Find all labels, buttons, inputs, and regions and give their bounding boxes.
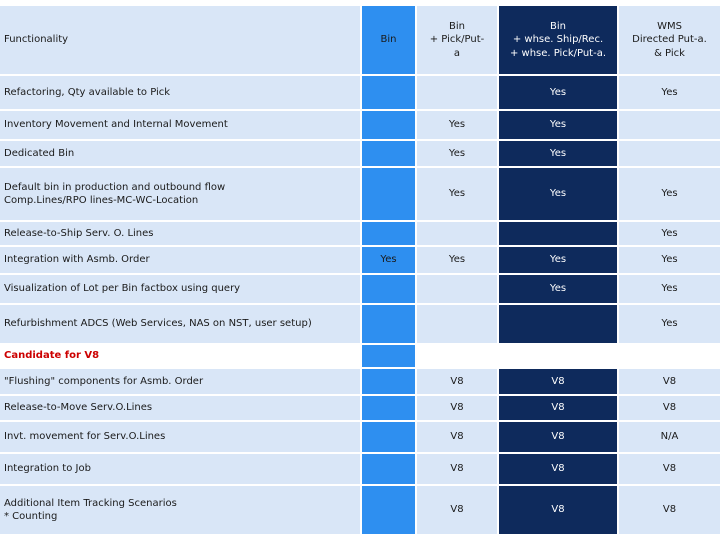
cell-value: V8 (450, 431, 464, 443)
cell-whse (499, 369, 617, 394)
cell-bin (362, 396, 415, 420)
header-label: Bin (380, 34, 397, 46)
cell-bin (362, 486, 415, 534)
header-bin (362, 6, 415, 74)
text-line: Invt. movement for Serv.O.Lines (4, 431, 166, 443)
cell-value: Yes (549, 283, 567, 295)
cell-value: Yes (661, 188, 678, 200)
cell-wms (619, 305, 720, 343)
cell-value: V8 (551, 431, 565, 443)
cell-pick (417, 76, 497, 109)
cell-wms (619, 369, 720, 394)
cell-wms (619, 454, 720, 484)
cell-value: Yes (448, 254, 466, 266)
header-label: Functionality (4, 34, 69, 46)
cell-value: V8 (450, 402, 464, 414)
cell-whse (499, 275, 617, 303)
text-line: & Pick (654, 47, 685, 59)
cell-value: Yes (661, 318, 678, 330)
cell-whse (499, 247, 617, 273)
cell-bin (362, 422, 415, 452)
text-line: Release-to-Ship Serv. O. Lines (4, 227, 154, 239)
cell-value: V8 (662, 375, 677, 387)
header-label (0, 6, 360, 74)
cell-bin (362, 369, 415, 394)
cell-wms (619, 222, 720, 245)
cell-wms (619, 275, 720, 303)
row-label (0, 247, 360, 273)
cell-pick (417, 141, 497, 166)
cell-value: Yes (549, 86, 567, 98)
row-label (0, 76, 360, 109)
text-line: Dedicated Bin (4, 147, 75, 159)
cell-value: Yes (549, 188, 567, 200)
row-label (0, 141, 360, 166)
candidate-label: Candidate for V8 (4, 350, 100, 362)
cell-value: Yes (661, 254, 678, 266)
cell-value: V8 (551, 402, 565, 414)
cell-bin (362, 454, 415, 484)
row-label (0, 422, 360, 452)
cell-bin (362, 222, 415, 245)
cell-value: Yes (549, 254, 567, 266)
cell-whse (499, 396, 617, 420)
cell-whse (499, 422, 617, 452)
text-line: * Counting (4, 511, 58, 522)
cell-whse (499, 76, 617, 109)
cell-value: V8 (450, 375, 464, 387)
cell-wms (619, 422, 720, 452)
cell-bin (362, 141, 415, 166)
cell-wms (619, 141, 720, 166)
cell-pick (417, 275, 497, 303)
text-line: Default bin in production and outbound flow (4, 181, 226, 193)
text-line: WMS (657, 20, 682, 32)
text-line: + whse. Ship/Rec. (512, 34, 604, 46)
header-wms (619, 6, 720, 74)
cell-value: V8 (662, 463, 677, 475)
row-label (0, 168, 360, 220)
text-line: Refactoring, Qty available to Pick (4, 86, 171, 98)
cell-value: Yes (661, 283, 678, 295)
cell-bin (362, 345, 415, 367)
cell-whse (499, 486, 617, 534)
cell-value: Yes (448, 188, 466, 200)
row-label (0, 486, 360, 534)
cell-wms (619, 396, 720, 420)
cell-value: V8 (662, 504, 677, 516)
cell-value: N/A (660, 431, 679, 443)
cell-whse (499, 222, 617, 245)
cell-pick (417, 111, 497, 139)
cell-value: Yes (661, 227, 678, 239)
cell-bin (362, 76, 415, 109)
cell-value: Yes (448, 119, 466, 131)
cell-pick (417, 396, 497, 420)
cell-pick (417, 369, 497, 394)
row-label (0, 275, 360, 303)
cell-bin (362, 305, 415, 343)
cell-whse (499, 141, 617, 166)
cell-value: Yes (380, 254, 397, 266)
cell-bin (362, 275, 415, 303)
cell-pick (417, 247, 497, 273)
cell-pick (417, 305, 497, 343)
cell-pick (417, 486, 497, 534)
cell-value: Yes (549, 119, 567, 131)
row-label (0, 454, 360, 484)
cell-value: V8 (662, 402, 677, 414)
text-line: Additional Item Tracking Scenarios (4, 497, 177, 509)
text-line: Release-to-Move Serv.O.Lines (4, 402, 153, 414)
cell-value: Yes (549, 147, 567, 159)
text-line: + whse. Pick/Put-a. (509, 47, 607, 59)
cell-bin (362, 247, 415, 273)
text-line: Bin (449, 20, 465, 32)
text-line: Integration to Job (4, 463, 91, 475)
cell-wms (619, 76, 720, 109)
text-line: a (453, 47, 461, 59)
row-label (0, 111, 360, 139)
cell-whse (499, 111, 617, 139)
cell-pick (417, 168, 497, 220)
cell-pick (417, 454, 497, 484)
cell-bin (362, 111, 415, 139)
text-line: "Flushing" components for Asmb. Order (4, 375, 204, 387)
cell-value: V8 (551, 375, 565, 387)
text-line: Comp.Lines/RPO lines-MC-WC-Location (4, 195, 199, 206)
text-line: Visualization of Lot per Bin factbox using query (4, 283, 241, 295)
header-pick (417, 6, 497, 74)
cell-whse (499, 168, 617, 220)
cell-wms (619, 168, 720, 220)
cell-value: V8 (450, 463, 464, 475)
header-whse (499, 6, 617, 74)
cell-bin (362, 168, 415, 220)
cell-wms (619, 486, 720, 534)
text-line: Refurbishment ADCS (Web Services, NAS on NST, user setup) (4, 318, 312, 330)
text-line: Directed Put-a. (632, 34, 707, 46)
cell-whse (499, 454, 617, 484)
row-label (0, 305, 360, 343)
row-label (0, 396, 360, 420)
cell-value: V8 (450, 504, 464, 516)
text-line: Bin (550, 20, 566, 32)
cell-wms (619, 247, 720, 273)
text-line: Integration with Asmb. Order (4, 254, 150, 266)
cell-value: Yes (448, 147, 466, 159)
cell-value: Yes (661, 86, 678, 98)
row-label (0, 369, 360, 394)
cell-whse (499, 305, 617, 343)
text-line: + Pick/Put- (429, 34, 485, 46)
cell-value: V8 (551, 463, 565, 475)
cell-value: V8 (551, 504, 565, 516)
text-line: Inventory Movement and Internal Movement (4, 119, 228, 131)
row-label (0, 222, 360, 245)
cell-pick (417, 422, 497, 452)
cell-pick (417, 222, 497, 245)
candidate-heading (0, 345, 360, 367)
cell-wms (619, 111, 720, 139)
